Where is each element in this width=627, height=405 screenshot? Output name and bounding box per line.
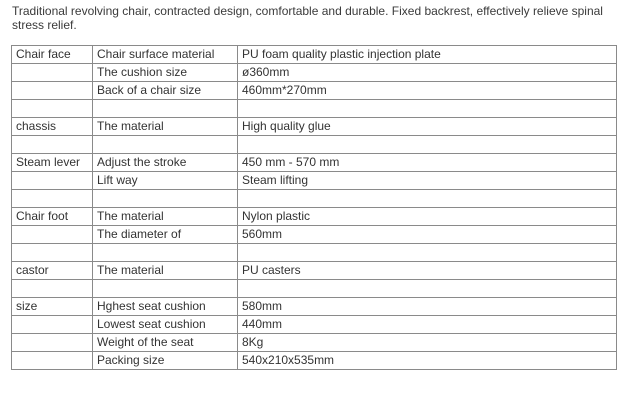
value-cell: 440mm <box>238 316 617 334</box>
property-cell <box>93 136 238 154</box>
value-cell <box>238 244 617 262</box>
table-row <box>12 190 617 208</box>
category-cell: castor <box>12 262 93 280</box>
property-cell <box>93 100 238 118</box>
table-row <box>12 280 617 298</box>
table-row <box>12 208 617 226</box>
category-cell: Chair face <box>12 46 93 64</box>
table-row <box>12 172 617 190</box>
table-row <box>12 244 617 262</box>
category-cell <box>12 136 93 154</box>
value-cell <box>238 136 617 154</box>
property-cell <box>93 190 238 208</box>
value-cell <box>238 190 617 208</box>
property-cell: The material <box>93 262 238 280</box>
table-row <box>12 316 617 334</box>
value-cell: PU casters <box>238 262 617 280</box>
value-cell: 450 mm - 570 mm <box>238 154 617 172</box>
table-row <box>12 334 617 352</box>
property-cell: Adjust the stroke <box>93 154 238 172</box>
category-cell <box>12 82 93 100</box>
value-cell: 540x210x535mm <box>238 352 617 370</box>
category-cell <box>12 190 93 208</box>
table-row <box>12 226 617 244</box>
value-cell: PU foam quality plastic injection plate <box>238 46 617 64</box>
value-cell: High quality glue <box>238 118 617 136</box>
category-cell: chassis <box>12 118 93 136</box>
property-cell: Lowest seat cushion <box>93 316 238 334</box>
property-cell: Packing size <box>93 352 238 370</box>
specification-table <box>11 45 617 370</box>
property-cell: The material <box>93 118 238 136</box>
property-cell <box>93 280 238 298</box>
property-cell <box>93 244 238 262</box>
table-row <box>12 82 617 100</box>
table-row <box>12 154 617 172</box>
table-row <box>12 136 617 154</box>
property-cell: The cushion size <box>93 64 238 82</box>
table-row <box>12 298 617 316</box>
property-cell: Hghest seat cushion <box>93 298 238 316</box>
value-cell: Nylon plastic <box>238 208 617 226</box>
category-cell <box>12 352 93 370</box>
property-cell: Lift way <box>93 172 238 190</box>
category-cell <box>12 172 93 190</box>
category-cell: Chair foot <box>12 208 93 226</box>
category-cell <box>12 280 93 298</box>
value-cell: 560mm <box>238 226 617 244</box>
value-cell: Steam lifting <box>238 172 617 190</box>
property-cell: The diameter of <box>93 226 238 244</box>
value-cell: 580mm <box>238 298 617 316</box>
table-row <box>12 100 617 118</box>
category-cell <box>12 64 93 82</box>
table-row <box>12 118 617 136</box>
value-cell: 8Kg <box>238 334 617 352</box>
table-row <box>12 352 617 370</box>
value-cell <box>238 280 617 298</box>
category-cell <box>12 226 93 244</box>
category-cell: size <box>12 298 93 316</box>
property-cell: The material <box>93 208 238 226</box>
table-row <box>12 64 617 82</box>
table-row <box>12 262 617 280</box>
category-cell <box>12 100 93 118</box>
product-description: Traditional revolving chair, contracted design, comfortable and durable. Fixed backrest, effectively relieve spinal stress relief. <box>12 4 603 32</box>
category-cell <box>12 316 93 334</box>
category-cell: Steam lever <box>12 154 93 172</box>
property-cell: Back of a chair size <box>93 82 238 100</box>
property-cell: Chair surface material <box>93 46 238 64</box>
category-cell <box>12 244 93 262</box>
value-cell <box>238 100 617 118</box>
table-row <box>12 46 617 64</box>
value-cell: 460mm*270mm <box>238 82 617 100</box>
property-cell: Weight of the seat <box>93 334 238 352</box>
category-cell <box>12 334 93 352</box>
value-cell: ø360mm <box>238 64 617 82</box>
